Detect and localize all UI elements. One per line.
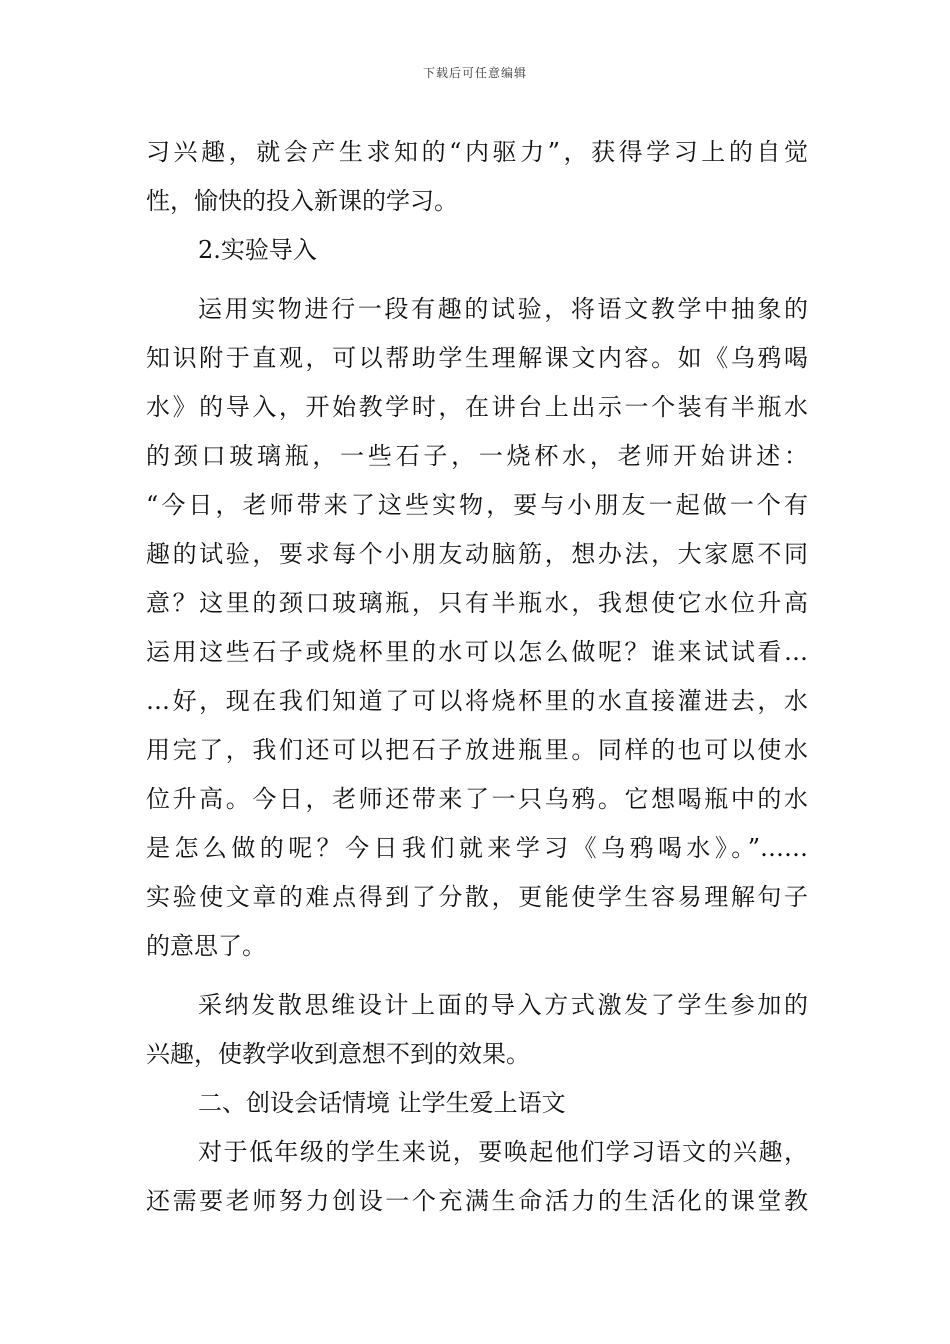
text-line: 趣的试验，要求每个小朋友动脑筋，想办法，大家愿不同 bbox=[146, 540, 808, 568]
page-header-note: 下载后可任意编辑 bbox=[422, 66, 527, 80]
text-line: 兴趣，使教学收到意想不到的效果。 bbox=[146, 1040, 530, 1068]
text-line: 知识附于直观，可以帮助学生理解课文内容。如《乌鸦喝 bbox=[146, 344, 808, 372]
text-line: …好，现在我们知道了可以将烧杯里的水直接灌进去，水 bbox=[146, 687, 808, 715]
text-line: 二、创设会话情境 让学生爱上语文 bbox=[198, 1089, 566, 1117]
text-line: 用完了，我们还可以把石子放进瓶里。同样的也可以使水 bbox=[146, 736, 808, 764]
text-line: 运用实物进行一段有趣的试验，将语文教学中抽象的 bbox=[198, 295, 808, 323]
text-line: 运用这些石子或烧杯里的水可以怎么做呢？谁来试试看… bbox=[146, 638, 808, 666]
text-line: 水》的导入，开始教学时，在讲台上出示一个装有半瓶水 bbox=[146, 393, 808, 421]
text-line: “今日，老师带来了这些实物，要与小朋友一起做一个有 bbox=[146, 491, 808, 519]
text-line: 习兴趣，就会产生求知的“内驱力”，获得学习上的自觉 bbox=[146, 138, 808, 166]
text-line: 位升高。今日，老师还带来了一只乌鸦。它想喝瓶中的水 bbox=[146, 785, 808, 813]
text-line: 是怎么做的呢？今日我们就来学习《乌鸦喝水》。”…… bbox=[146, 834, 808, 862]
text-line: 还需要老师努力创设一个充满生命活力的生活化的课堂教 bbox=[146, 1187, 808, 1215]
text-line: 实验使文章的难点得到了分散，更能使学生容易理解句子 bbox=[146, 883, 808, 911]
text-line: 2.实验导入 bbox=[198, 236, 317, 264]
text-line: 的颈口玻璃瓶，一些石子，一烧杯水，老师开始讲述： bbox=[146, 442, 808, 470]
text-line: 性，愉快的投入新课的学习。 bbox=[146, 187, 458, 215]
document-body bbox=[146, 128, 808, 1226]
text-line: 意？这里的颈口玻璃瓶，只有半瓶水，我想使它水位升高 bbox=[146, 589, 808, 617]
text-line: 的意思了。 bbox=[146, 932, 266, 960]
text-line: 对于低年级的学生来说，要唤起他们学习语文的兴趣， bbox=[198, 1138, 808, 1166]
text-line: 采纳发散思维设计上面的导入方式激发了学生参加的 bbox=[198, 991, 808, 1019]
